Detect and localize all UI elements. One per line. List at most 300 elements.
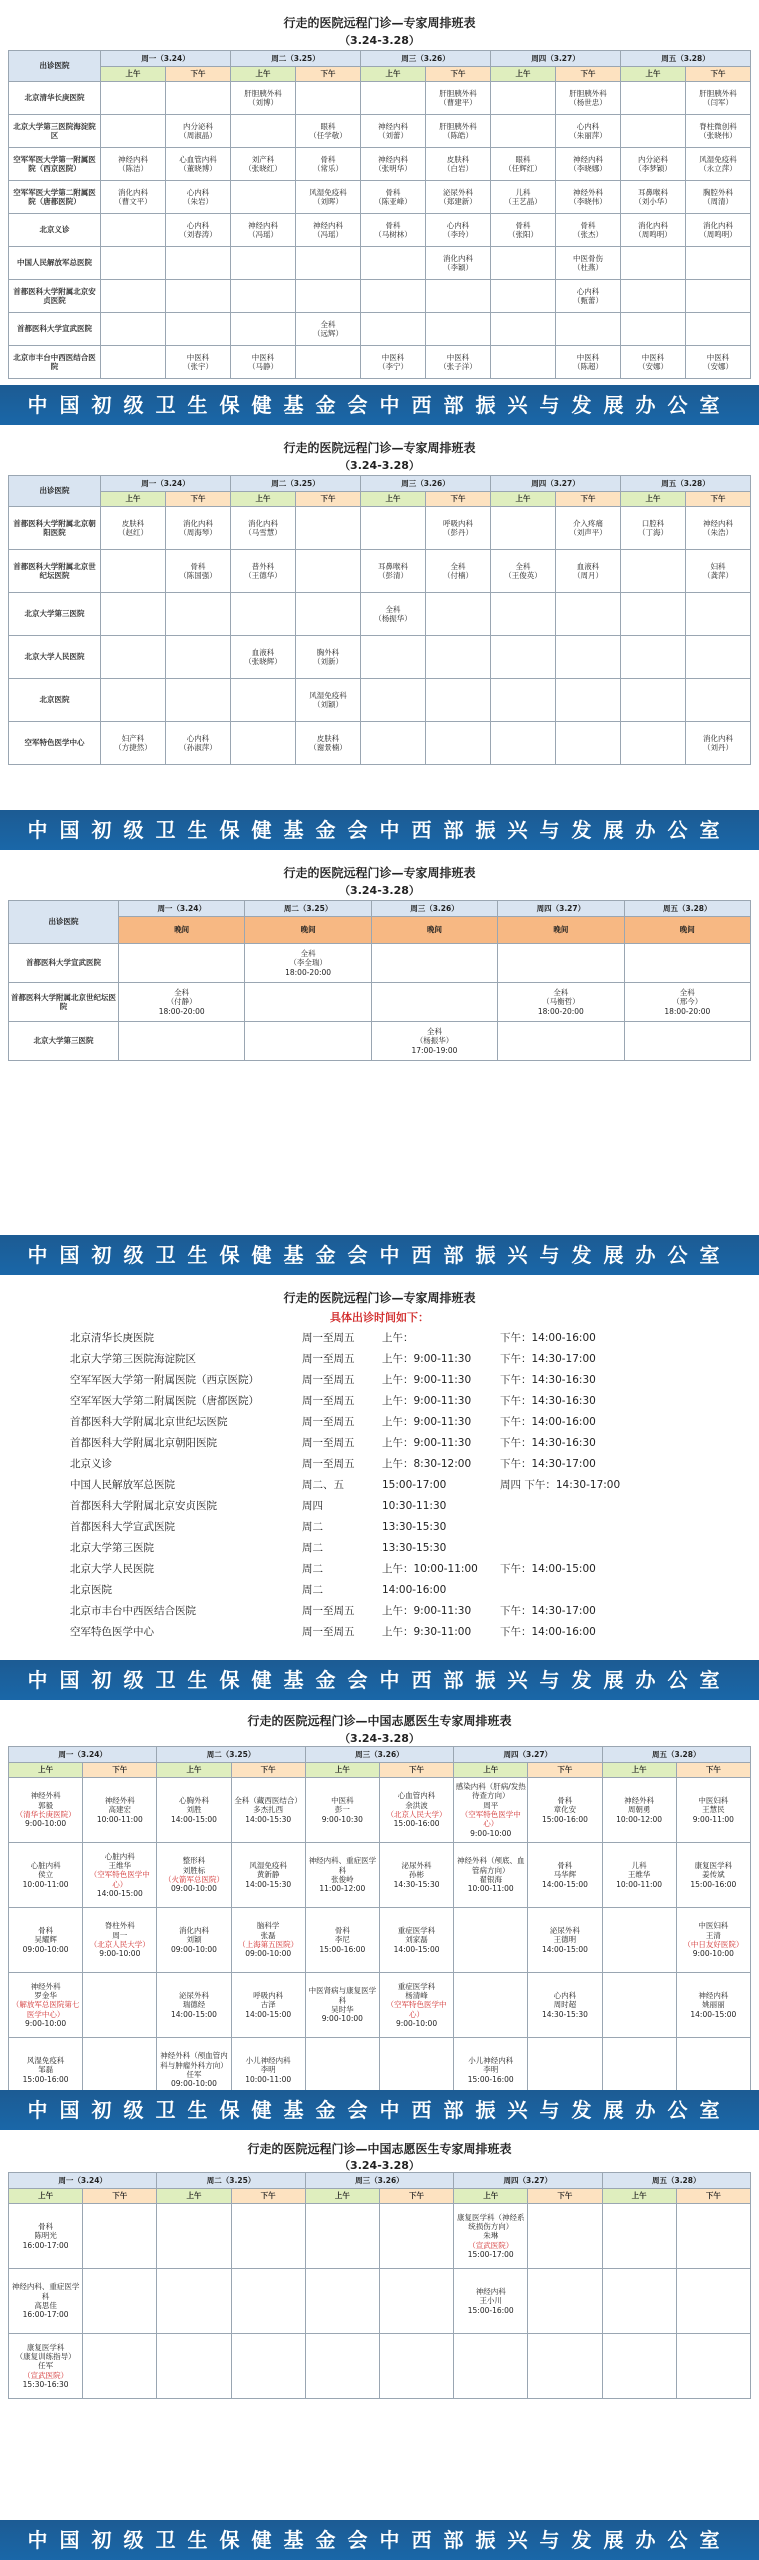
table-row	[9, 181, 751, 214]
foundation-banner: 中国初级卫生保健基金会中西部振兴与发展办公室	[0, 2520, 759, 2560]
doctor-cell: 重症医学科 杨清峰 （空军特色医学中心） 9:00-10:00	[379, 1973, 453, 2038]
doctor-cell	[528, 2204, 602, 2269]
day-header: 周五（3.28）	[602, 2173, 751, 2189]
days-text: 周二、五	[302, 1479, 344, 1491]
doctor-cell	[556, 593, 621, 636]
doctor-cell	[361, 722, 426, 765]
doctor-cell	[101, 679, 166, 722]
doctor-cell	[676, 2334, 750, 2399]
section-title: 行走的医院远程门诊—中国志愿医生专家周排班表	[247, 1714, 512, 1728]
hospital-name: 空军军医大学第二附属医院（唐都医院）	[70, 1395, 259, 1407]
doctor-cell	[426, 722, 491, 765]
day-header: 周四（3.27）	[454, 2173, 602, 2189]
day-header: 周一（3.24）	[9, 2173, 157, 2189]
doctor-cell: 胸外科 （刘新）	[296, 636, 361, 679]
doctor-cell: 风湿免疫科 黄新静 14:00-15:30	[231, 1843, 305, 1908]
doctor-cell: 风湿免疫科 （永立萍）	[686, 148, 751, 181]
hospital-name: 空军军医大学第二附属医院（唐都医院）	[9, 181, 101, 214]
doctor-cell	[361, 679, 426, 722]
doctor-cell: 骨科 （张阳）	[491, 214, 556, 247]
doctor-cell	[556, 679, 621, 722]
am-hours: 上午：9:00-11:30	[382, 1437, 472, 1449]
doctor-cell: 内分泌科 （周淑晶）	[166, 115, 231, 148]
list-item	[70, 1516, 710, 1537]
doctor-cell	[491, 346, 556, 379]
doctor-cell	[166, 247, 231, 280]
doctor-cell: 呼吸内科 古泽 14:00-15:00	[231, 1973, 305, 2038]
doctor-cell: 消化内科 （曹文平）	[101, 181, 166, 214]
pm-header: 下午	[231, 1763, 305, 1778]
pm-hours: 下午：14:30-17:00	[500, 1605, 596, 1617]
doctor-cell: 神经内科 （冯瑶）	[296, 214, 361, 247]
doctor-cell: 神经外科 郭毅 （清华长庚医院） 9:00-10:00	[9, 1778, 83, 1843]
list-item	[70, 1495, 710, 1516]
days-text: 周一至周五	[302, 1416, 355, 1428]
doctor-cell	[621, 636, 686, 679]
doctor-cell	[379, 2269, 453, 2334]
doctor-cell: 全科 （付楠）	[426, 550, 491, 593]
foundation-banner: 中国初级卫生保健基金会中西部振兴与发展办公室	[0, 1660, 759, 1700]
doctor-cell	[621, 280, 686, 313]
doctor-cell	[101, 115, 166, 148]
section-title: 行走的医院远程门诊—中国志愿医生专家周排班表	[247, 2142, 512, 2156]
days-text: 周二	[302, 1584, 323, 1596]
doctor-cell: 风湿免疫科 （刘颖）	[296, 679, 361, 722]
am-header: 上午	[602, 1763, 676, 1778]
doctor-cell: 胸腔外科 （周清）	[686, 181, 751, 214]
day-header: 周四（3.27）	[454, 1747, 602, 1763]
doctor-cell: 神经内科 （朱浩）	[686, 507, 751, 550]
am-hours: 13:30-15:30	[382, 1541, 447, 1554]
pm-hours: 下午：14:30-16:30	[500, 1374, 596, 1386]
doctor-cell	[498, 1022, 624, 1061]
doctor-cell: 中医科 （马静）	[231, 346, 296, 379]
am-hours: 上午：9:00-11:30	[382, 1416, 472, 1428]
am-header: 上午	[9, 2189, 83, 2204]
day-header: 周三（3.26）	[371, 901, 497, 917]
day-header: 周二（3.25）	[231, 51, 361, 67]
doctor-cell: 全科（藏西医结合） 多杰扎西 14:00-15:30	[231, 1778, 305, 1843]
table-row	[9, 1778, 751, 1843]
doctor-cell: 心胸外科 刘胜 14:00-15:00	[157, 1778, 231, 1843]
doctor-cell	[621, 115, 686, 148]
pm-header: 下午	[676, 1763, 750, 1778]
am-hours: 上午：9:00-11:30	[382, 1395, 472, 1407]
table-row	[9, 346, 751, 379]
doctor-cell: 皮肤科 （谢景楠）	[296, 722, 361, 765]
pm-header: 下午	[83, 1763, 157, 1778]
doctor-cell	[296, 82, 361, 115]
doctor-cell: 肝胆胰外科 （闫军）	[686, 82, 751, 115]
doctor-cell: 消化内科 （马雪慧）	[231, 507, 296, 550]
doctor-cell	[379, 2204, 453, 2269]
doctor-cell	[231, 722, 296, 765]
pm-header: 下午	[528, 1763, 602, 1778]
doctor-cell: 中医妇科 王慧民 9:00-11:00	[676, 1778, 750, 1843]
doctor-cell: 耳鼻喉科 （刘小华）	[621, 181, 686, 214]
doctor-cell	[101, 247, 166, 280]
list-item	[70, 1348, 710, 1369]
doctor-cell	[119, 944, 245, 983]
doctor-cell	[296, 346, 361, 379]
doctor-cell	[157, 2334, 231, 2399]
day-header: 周五（3.28）	[602, 1747, 751, 1763]
hospital-name: 北京大学第三医院	[9, 593, 101, 636]
list-item	[70, 1453, 710, 1474]
hospital-name: 首都医科大学附属北京安贞医院	[9, 280, 101, 313]
day-header: 周三（3.26）	[305, 1747, 453, 1763]
section-title: 行走的医院远程门诊—专家周排班表	[283, 866, 476, 880]
doctor-cell	[686, 247, 751, 280]
days-text: 周二	[302, 1542, 323, 1554]
doctor-cell: 骨科 （陈国强）	[166, 550, 231, 593]
hospital-name: 北京市丰台中西医结合医院	[70, 1605, 196, 1617]
doctor-cell	[602, 2204, 676, 2269]
doctor-cell	[686, 679, 751, 722]
doctor-cell	[231, 313, 296, 346]
doctor-cell	[602, 2334, 676, 2399]
doctor-cell: 风湿免疫科 邹磊 15:00-16:00	[9, 2038, 83, 2103]
doctor-cell: 全科 （付静） 18:00-20:00	[119, 983, 245, 1022]
table-row	[9, 247, 751, 280]
hospital-name: 北京大学人民医院	[9, 636, 101, 679]
am-header: 上午	[9, 1763, 83, 1778]
am-header: 上午	[101, 492, 166, 507]
doctor-cell	[686, 593, 751, 636]
doctor-cell	[101, 313, 166, 346]
am-hours: 15:00-17:00	[382, 1478, 447, 1491]
schedule-section-3	[0, 850, 759, 1235]
list-item	[70, 1474, 710, 1495]
doctor-cell	[296, 507, 361, 550]
doctor-cell	[245, 983, 371, 1022]
doctor-cell	[624, 944, 750, 983]
table-row	[9, 1908, 751, 1973]
doctor-cell	[426, 313, 491, 346]
doctor-cell	[101, 280, 166, 313]
doctor-cell	[101, 214, 166, 247]
doctor-cell: 脊柱微创科 （张晓伟）	[686, 115, 751, 148]
table-row	[9, 550, 751, 593]
doctor-cell	[379, 2334, 453, 2399]
doctor-cell: 骨科 李尼 15:00-16:00	[305, 1908, 379, 1973]
doctor-cell: 中医科 彭一 9:00-10:30	[305, 1778, 379, 1843]
doctor-cell	[83, 2269, 157, 2334]
evening-header: 晚间	[498, 917, 624, 944]
pm-hours: 下午：14:30-17:00	[500, 1353, 596, 1365]
doctor-cell: 消化内科 （周海琴）	[166, 507, 231, 550]
pm-header: 下午	[528, 2189, 602, 2204]
table-row	[9, 148, 751, 181]
doctor-cell	[296, 593, 361, 636]
hospital-name: 空军军医大学第一附属医院（西京医院）	[9, 148, 101, 181]
doctor-cell: 心内科 （刘春涛）	[166, 214, 231, 247]
day-header: 周三（3.26）	[305, 2173, 453, 2189]
doctor-cell	[624, 1022, 750, 1061]
table-row	[9, 1973, 751, 2038]
pm-hours: 周四 下午：14:30-17:00	[500, 1479, 621, 1491]
doctor-cell: 消化内科 （周鸣明）	[621, 214, 686, 247]
day-header: 周四（3.27）	[491, 476, 621, 492]
doctor-cell: 肝胆胰外科 （曹建平）	[426, 82, 491, 115]
section-subtitle: （3.24-3.28）	[339, 884, 420, 897]
doctor-cell	[361, 313, 426, 346]
hospital-name: 北京市丰台中西医结合医院	[9, 346, 101, 379]
day-header: 周二（3.25）	[157, 1747, 305, 1763]
evening-schedule-table	[8, 900, 751, 1061]
doctor-cell	[498, 944, 624, 983]
doctor-cell: 神经外科（颅底、血管病方向） 翟银海 10:00-11:00	[454, 1843, 528, 1908]
doctor-cell: 整形科 刘胜标 （火箭军总医院） 09:00-10:00	[157, 1843, 231, 1908]
pm-hours: 下午：14:30-16:30	[500, 1437, 596, 1449]
table-row	[9, 507, 751, 550]
doctor-cell: 心内科 （孙淑萍）	[166, 722, 231, 765]
doctor-cell	[231, 115, 296, 148]
table-row	[9, 1843, 751, 1908]
pm-hours: 下午：14:00-16:00	[500, 1416, 596, 1428]
doctor-cell: 骨科 （陈亚峰）	[361, 181, 426, 214]
doctor-cell	[602, 1908, 676, 1973]
doctor-cell	[621, 722, 686, 765]
doctor-cell: 耳鼻喉科 （彭清）	[361, 550, 426, 593]
doctor-cell: 骨科 （马树林）	[361, 214, 426, 247]
list-item	[70, 1600, 710, 1621]
days-text: 周一至周五	[302, 1626, 355, 1638]
doctor-cell	[166, 280, 231, 313]
list-item	[70, 1537, 710, 1558]
hospital-name: 北京大学第三医院	[70, 1542, 154, 1554]
pm-header: 下午	[166, 492, 231, 507]
doctor-cell: 心内科 （甄蕾）	[556, 280, 621, 313]
doctor-cell	[686, 313, 751, 346]
doctor-cell: 妇科 （龚萍）	[686, 550, 751, 593]
doctor-cell	[83, 2204, 157, 2269]
schedule-table	[8, 50, 751, 379]
doctor-cell: 肝胆胰外科 （陈皓）	[426, 115, 491, 148]
doctor-cell: 肝胆胰外科 （刘博）	[231, 82, 296, 115]
doctor-cell: 心内科 （朱岩）	[166, 181, 231, 214]
doctor-cell: 骨科 （常乐）	[296, 148, 361, 181]
doctor-cell: 中医科 （李宁）	[361, 346, 426, 379]
doctor-cell	[305, 2334, 379, 2399]
doctor-cell	[528, 2269, 602, 2334]
doctor-cell: 内分泌科 （李梦颖）	[621, 148, 686, 181]
days-text: 周一至周五	[302, 1458, 355, 1470]
hospital-name: 首都医科大学附属北京安贞医院	[70, 1500, 217, 1512]
evening-header: 晚间	[245, 917, 371, 944]
am-hours: 13:30-15:30	[382, 1520, 447, 1533]
doctor-cell: 消化内科 （刘丹）	[686, 722, 751, 765]
doctor-cell: 中医科 （安娜）	[621, 346, 686, 379]
doctor-cell: 介入疼痛 （刘声平）	[556, 507, 621, 550]
day-header: 周五（3.28）	[621, 476, 751, 492]
table-row	[9, 313, 751, 346]
doctor-cell: 骨科 章化安 15:00-16:00	[528, 1778, 602, 1843]
am-hours: 上午：10:00-11:00	[382, 1563, 478, 1575]
doctor-cell	[101, 593, 166, 636]
am-header: 上午	[157, 2189, 231, 2204]
days-text: 周一至周五	[302, 1605, 355, 1617]
am-header: 上午	[491, 67, 556, 82]
am-header: 上午	[454, 2189, 528, 2204]
doctor-cell	[491, 507, 556, 550]
table-row	[9, 636, 751, 679]
day-header: 周一（3.24）	[101, 51, 231, 67]
doctor-cell	[101, 346, 166, 379]
hospital-name: 北京大学第三医院	[9, 1022, 119, 1061]
pm-header: 下午	[296, 67, 361, 82]
day-header: 周四（3.27）	[491, 51, 621, 67]
am-header: 上午	[101, 67, 166, 82]
doctor-cell	[83, 1973, 157, 2038]
table-row	[9, 2334, 751, 2399]
doctor-cell	[426, 593, 491, 636]
table-row	[9, 593, 751, 636]
doctor-cell	[371, 944, 497, 983]
schedule-section-5	[0, 1700, 759, 2120]
doctor-cell: 全科 （马衡哲） 18:00-20:00	[498, 983, 624, 1022]
days-text: 周二	[302, 1521, 323, 1533]
doctor-cell: 骨科 （张杰）	[556, 214, 621, 247]
list-item	[70, 1579, 710, 1600]
doctor-cell	[361, 636, 426, 679]
doctor-cell	[621, 593, 686, 636]
doctor-cell: 神经内科 （李晓娜）	[556, 148, 621, 181]
doctor-cell: 儿科 王维华 10:00-11:00	[602, 1843, 676, 1908]
day-header: 周一（3.24）	[101, 476, 231, 492]
doctor-cell: 小儿神经内科 李明 10:00-11:00	[231, 2038, 305, 2103]
pm-header: 下午	[686, 492, 751, 507]
doctor-cell	[361, 507, 426, 550]
table-row	[9, 214, 751, 247]
list-item	[70, 1411, 710, 1432]
hospital-name: 首都医科大学宣武医院	[70, 1521, 175, 1533]
day-header: 周五（3.28）	[624, 901, 750, 917]
doctor-cell: 神经外科 罗金华 （解放军总医院第七医学中心） 9:00-10:00	[9, 1973, 83, 2038]
am-header: 上午	[231, 67, 296, 82]
schedule-table	[8, 475, 751, 765]
am-header: 上午	[231, 492, 296, 507]
doctor-cell: 心内科 （朱丽萍）	[556, 115, 621, 148]
schedule-section-6	[0, 2130, 759, 2520]
hospital-name: 中国人民解放军总医院	[70, 1479, 175, 1491]
table-row	[9, 679, 751, 722]
am-header: 上午	[157, 1763, 231, 1778]
hospital-name: 首都医科大学附属北京世纪坛医院	[70, 1416, 228, 1428]
list-item	[70, 1390, 710, 1411]
hospital-name: 首都医科大学宣武医院	[9, 313, 101, 346]
pm-header: 下午	[231, 2189, 305, 2204]
doctor-cell	[166, 679, 231, 722]
doctor-cell	[621, 82, 686, 115]
doctor-cell: 感染内科（肝病/发热待查方向） 周平 （空军特色医学中心） 9:00-10:00	[454, 1778, 528, 1843]
doctor-cell	[491, 115, 556, 148]
doctor-cell	[231, 2204, 305, 2269]
doctor-cell	[491, 679, 556, 722]
doctor-cell: 心血管内科 （董晓博）	[166, 148, 231, 181]
days-text: 周一至周五	[302, 1374, 355, 1386]
doctor-cell: 神经外科 周朝勇 10:00-12:00	[602, 1778, 676, 1843]
foundation-banner: 中国初级卫生保健基金会中西部振兴与发展办公室	[0, 2090, 759, 2130]
doctor-cell	[602, 1973, 676, 2038]
evening-header: 晚间	[624, 917, 750, 944]
table-row	[9, 2204, 751, 2269]
doctor-cell: 中医科 （安娜）	[686, 346, 751, 379]
doctor-cell: 神经内科、重症医学科 张俊岭 11:00-12:00	[305, 1843, 379, 1908]
doctor-cell	[426, 636, 491, 679]
pm-header: 下午	[556, 492, 621, 507]
doctor-cell: 神经外科 （李晓伟）	[556, 181, 621, 214]
doctor-cell	[491, 280, 556, 313]
day-header: 周三（3.26）	[361, 51, 491, 67]
list-item	[70, 1558, 710, 1579]
am-hours: 上午：9:00-11:30	[382, 1374, 472, 1386]
doctor-cell: 神经内科 王小川 15:00-16:00	[454, 2269, 528, 2334]
clinic-hours-heading: 具体出诊时间如下：	[330, 1311, 429, 1324]
doctor-cell	[157, 2204, 231, 2269]
pm-header: 下午	[556, 67, 621, 82]
doctor-cell: 全科 （杨振华）	[361, 593, 426, 636]
doctor-cell: 皮肤科 （赵红）	[101, 507, 166, 550]
doctor-cell	[686, 636, 751, 679]
table-row	[9, 82, 751, 115]
doctor-cell	[426, 679, 491, 722]
section-title: 行走的医院远程门诊—专家周排班表	[283, 441, 476, 455]
hospital-name: 北京义诊	[70, 1458, 112, 1470]
hospital-name: 空军军医大学第一附属医院（西京医院）	[70, 1374, 259, 1386]
hospital-name: 北京大学第三医院海淀院区	[9, 115, 101, 148]
doctor-cell: 泌尿外科 瑞德经 14:00-15:00	[157, 1973, 231, 2038]
hospital-name: 北京医院	[9, 679, 101, 722]
doctor-cell: 神经内科 （张明华）	[361, 148, 426, 181]
clinic-hours-list	[70, 1327, 710, 1642]
doctor-cell	[491, 313, 556, 346]
doctor-cell: 皮肤科 （白岩）	[426, 148, 491, 181]
table-row	[9, 722, 751, 765]
am-header: 上午	[602, 2189, 676, 2204]
doctor-cell: 神经外科 高建宏 10:00-11:00	[83, 1778, 157, 1843]
doctor-cell	[101, 550, 166, 593]
doctor-cell: 全科 （杨振华） 17:00-19:00	[371, 1022, 497, 1061]
doctor-cell	[602, 2269, 676, 2334]
doctor-cell	[231, 679, 296, 722]
doctor-cell	[686, 280, 751, 313]
am-hours: 上午：	[382, 1332, 414, 1344]
doctor-cell	[491, 722, 556, 765]
am-hours: 14:00-16:00	[382, 1583, 447, 1596]
pm-header: 下午	[426, 67, 491, 82]
doctor-cell	[101, 82, 166, 115]
doctor-cell	[119, 1022, 245, 1061]
days-text: 周一至周五	[302, 1332, 355, 1344]
day-header: 周二（3.25）	[157, 2173, 305, 2189]
section-title: 行走的医院远程门诊—专家周排班表	[283, 1291, 476, 1305]
day-header: 周二（3.25）	[231, 476, 361, 492]
doctor-cell: 心内科 周时超 14:30-15:30	[528, 1973, 602, 2038]
doctor-cell: 中医肾病与康复医学科 吴时华 9:00-10:00	[305, 1973, 379, 2038]
pm-hours: 下午：14:30-17:00	[500, 1458, 596, 1470]
hospital-name: 北京清华长庚医院	[70, 1332, 154, 1344]
doctor-cell	[231, 2269, 305, 2334]
doctor-cell	[101, 636, 166, 679]
list-item	[70, 1621, 710, 1642]
pm-hours: 下午：14:00-15:00	[500, 1563, 596, 1575]
days-text: 周一至周五	[302, 1353, 355, 1365]
doctor-cell	[157, 2269, 231, 2334]
pm-header: 下午	[379, 2189, 453, 2204]
doctor-cell	[296, 550, 361, 593]
doctor-cell	[305, 2269, 379, 2334]
